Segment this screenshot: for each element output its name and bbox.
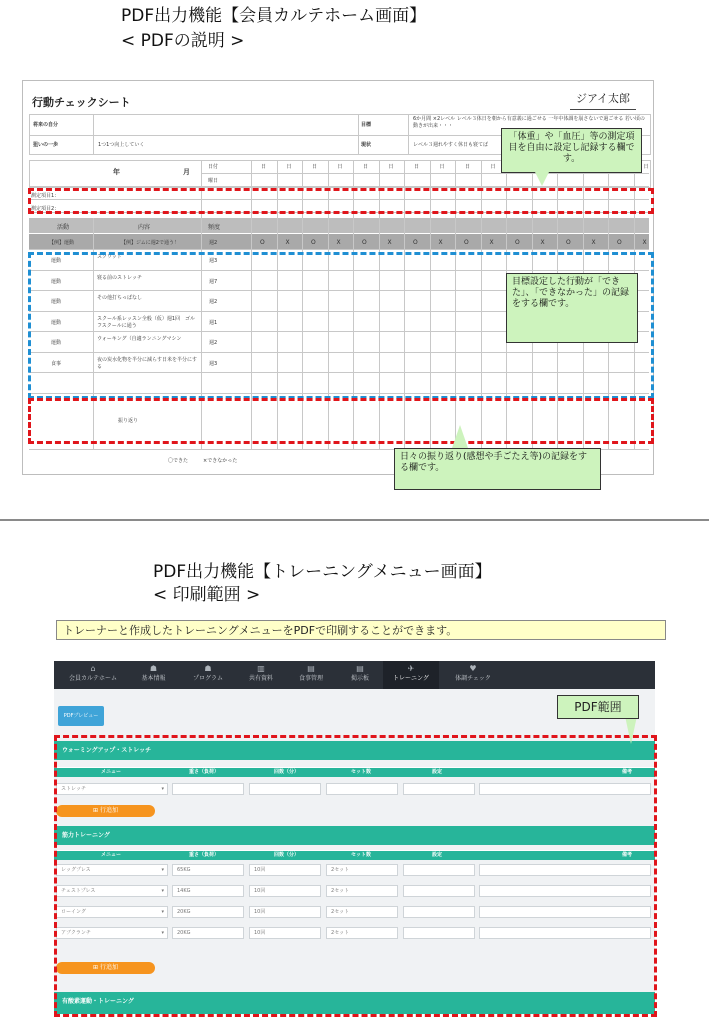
example-mark: X <box>642 239 647 246</box>
sets-input[interactable]: 2セット <box>326 906 398 918</box>
row-content: ウォーキング（自適ランニングマシン <box>97 336 182 342</box>
row-content: スクワット <box>97 254 122 260</box>
col-menu: メニュー <box>101 852 122 858</box>
weight-input[interactable]: 14KG <box>172 885 244 897</box>
chevron-down-icon: ▾ <box>161 930 164 936</box>
day-char: 日 <box>363 164 369 170</box>
col-weight: 重さ（負荷） <box>189 769 220 775</box>
activity-header <box>29 218 649 233</box>
day-char: 日 <box>312 164 318 170</box>
pdf-range-highlight <box>54 735 657 1017</box>
day-char: 日 <box>643 164 649 170</box>
day-char: 日 <box>388 164 394 170</box>
col-menu: メニュー <box>101 769 122 775</box>
measure-callout: 「体重」や「血圧」等の測定項目を自由に設定し記録する欄です。 <box>501 128 642 173</box>
col-remarks: 備考 <box>622 852 633 858</box>
nav-label: 食事管理 <box>298 675 323 682</box>
measure-callout-pointer <box>535 172 549 186</box>
nav-item[interactable] <box>179 661 237 689</box>
head-content: 内容 <box>138 224 151 231</box>
print-note: トレーナーと作成したトレーニングメニューをPDFで印刷することができます。 <box>56 620 666 640</box>
day-char: 日 <box>439 164 445 170</box>
bottom-title: PDF出力機能【トレーニングメニュー画面】 <box>153 562 492 582</box>
measure-item-2: 測定項目2： <box>31 206 60 212</box>
dow-label: 曜日 <box>208 178 219 184</box>
row-activity: 運動 <box>51 278 62 285</box>
example-mark: O <box>413 239 418 246</box>
nav-icon: ⌂ <box>90 664 96 673</box>
example-mark: X <box>540 239 545 246</box>
example-activity: 【例】運動 <box>49 240 75 246</box>
nav-icon: ✈ <box>407 664 415 673</box>
weight-input[interactable]: 20KG <box>172 927 244 939</box>
col-reps: 回数（分） <box>274 852 300 858</box>
add-row-label: 行追加 <box>99 807 118 814</box>
row-content: スクール系レッスン全般（仮）週1回 ゴルフスクールに通う <box>97 315 196 329</box>
reflection-callout-pointer <box>452 425 468 448</box>
day-char: 日 <box>414 164 420 170</box>
example-mark: O <box>311 239 316 246</box>
nav-label: 基本情報 <box>141 675 166 682</box>
status-value: レベル３週れやすく休日も寝てば <box>413 142 489 148</box>
row-frequency: 週3 <box>209 258 218 264</box>
reflection-label: 振り返り <box>118 418 139 424</box>
col-sets: セット数 <box>351 769 372 775</box>
day-char: 日 <box>286 164 292 170</box>
reps-input[interactable]: 10回 <box>249 864 321 876</box>
col-remarks: 備考 <box>622 769 633 775</box>
day-char: 日 <box>337 164 343 170</box>
row-frequency: 週2 <box>209 340 218 346</box>
nav-icon: ▤ <box>307 664 315 673</box>
example-mark: O <box>464 239 469 246</box>
bottom-subtitle: < 印刷範囲 > <box>153 585 261 605</box>
row-frequency: 週2 <box>209 299 218 305</box>
nav-item[interactable] <box>58 661 128 689</box>
example-mark: O <box>362 239 367 246</box>
pdf-range-pointer <box>625 716 637 744</box>
chevron-down-icon: ▾ <box>161 888 164 894</box>
measure-item-1: 測定項目1： <box>31 193 60 199</box>
example-content: 【例】ジムに週2で通う！ <box>121 240 179 246</box>
example-mark: O <box>515 239 520 246</box>
row-activity: 運動 <box>51 340 62 346</box>
nav-label: トレーニング <box>393 675 429 682</box>
reps-input[interactable]: 10回 <box>249 927 321 939</box>
plus-icon: ⊞ <box>93 964 100 971</box>
head-frequency: 頻度 <box>208 224 221 231</box>
nav-icon: ▤ <box>356 664 364 673</box>
day-char: 日 <box>261 164 267 170</box>
measure-area-highlight <box>28 188 654 214</box>
example-mark: X <box>438 239 443 246</box>
row-activity: 運動 <box>51 299 62 305</box>
record-callout: 目標設定した行動が「できた」、「できなかった」の記録をする欄です。 <box>506 273 638 343</box>
day-char: 日 <box>490 164 496 170</box>
reps-input[interactable]: 10回 <box>249 906 321 918</box>
menu-value: チェストプレス <box>61 888 96 894</box>
example-mark: O <box>617 239 622 246</box>
menu-value: レッグプレス <box>61 867 91 873</box>
nav-item[interactable] <box>240 661 282 689</box>
example-mark: O <box>566 239 571 246</box>
aim-label: 狙いの一歩 <box>33 142 59 148</box>
nav-icon: ☗ <box>204 664 212 673</box>
aerobic-section-header: 有酸素運動・トレーニング <box>54 992 655 1014</box>
row-frequency: 週7 <box>209 278 218 285</box>
nav-label: 共有資料 <box>248 675 273 682</box>
nav-label: 体調チェック <box>455 675 491 682</box>
future-self-label: 将来の自分 <box>33 122 59 128</box>
nav-label: 会員カルテホーム <box>68 675 117 682</box>
chevron-down-icon: ▾ <box>161 867 164 873</box>
row-content: 夜の炭水化物を半分に減らす日米を半分にする <box>97 356 198 370</box>
row-activity: 食事 <box>51 360 62 367</box>
example-mark: X <box>336 239 341 246</box>
sheet-title: 行動チェックシート <box>32 96 131 109</box>
chevron-down-icon: ▾ <box>161 909 164 915</box>
row-activity: 運動 <box>51 258 62 264</box>
nav-item[interactable] <box>131 661 176 689</box>
nav-item[interactable] <box>442 661 504 689</box>
nav-item[interactable] <box>285 661 337 689</box>
status-label: 現状 <box>361 142 372 148</box>
row-activity: 運動 <box>51 319 62 326</box>
pdf-preview-button[interactable]: PDFプレビュー <box>58 706 104 726</box>
nav-label: プログラム <box>193 675 223 682</box>
goal-label: 目標 <box>361 122 372 128</box>
day-char: 日 <box>465 164 471 170</box>
example-mark: X <box>387 239 392 246</box>
strength-section-header: 筋力トレーニング <box>54 826 655 845</box>
col-setting: 設定 <box>432 852 443 858</box>
nav-icon: ▥ <box>257 664 265 673</box>
chevron-down-icon: ▾ <box>161 786 164 792</box>
example-mark: X <box>285 239 290 246</box>
example-mark: O <box>260 239 265 246</box>
pdf-range-label: PDF範囲 <box>557 695 639 719</box>
date-label: 日付 <box>208 164 219 170</box>
top-title: PDF出力機能【会員カルテホーム画面】 <box>121 6 427 26</box>
head-activity: 活動 <box>57 224 70 231</box>
nav-item[interactable] <box>340 661 380 689</box>
aim-value: 1つ1つ向上していく <box>98 142 145 148</box>
warmup-section-header: ウォーミングアップ・ストレッチ <box>54 741 655 760</box>
nav-icon: ♥ <box>469 664 477 673</box>
sets-input[interactable]: 2セット <box>326 885 398 897</box>
reflection-area-highlight <box>28 398 654 444</box>
menu-value: ストレッチ <box>61 786 86 792</box>
sets-input[interactable]: 2セット <box>326 927 398 939</box>
row-frequency: 週1 <box>209 319 218 326</box>
member-name: ジアイ太郎 <box>570 90 636 110</box>
nav-label: 掲示板 <box>350 675 369 682</box>
reps-input[interactable]: 10回 <box>249 885 321 897</box>
menu-value: アブクランチ <box>61 930 91 936</box>
month-label: 月 <box>183 168 190 176</box>
row-content: 寝る前のストレッチ <box>97 274 142 281</box>
reflection-callout: 日々の振り返り(感想や手ごたえ等)の記録をする欄です。 <box>394 448 601 490</box>
row-frequency: 週3 <box>209 360 218 367</box>
example-mark: X <box>489 239 494 246</box>
example-frequency: 週2 <box>209 240 218 246</box>
top-subtitle: < PDFの説明 > <box>121 31 245 51</box>
year-label: 年 <box>113 168 120 176</box>
weight-input[interactable]: 20KG <box>172 906 244 918</box>
goal-value: 6か月間 ×2レベル レベル３体日を朝から有意義に過ごせる 一年中体調を崩さないで過ごせる 若い頃の動きが出来・・・ <box>413 116 645 129</box>
menu-value: ローイング <box>61 909 86 915</box>
row-content: その他打ちっぱなし <box>97 295 143 301</box>
col-sets: セット数 <box>351 852 372 858</box>
sets-input[interactable]: 2セット <box>326 864 398 876</box>
legend-not-done: ×できなかった <box>203 458 238 464</box>
legend-done: 〇できた <box>168 458 189 464</box>
col-weight: 重さ（負荷） <box>189 852 220 858</box>
section-divider <box>0 519 709 521</box>
weight-input[interactable]: 65KG <box>172 864 244 876</box>
example-mark: X <box>591 239 596 246</box>
col-reps: 回数（分） <box>274 769 300 775</box>
plus-icon: ⊞ <box>93 807 100 814</box>
nav-icon: ☗ <box>149 664 158 673</box>
nav-item[interactable] <box>383 661 439 689</box>
col-setting: 設定 <box>432 769 443 775</box>
add-row-label: 行追加 <box>99 964 118 971</box>
